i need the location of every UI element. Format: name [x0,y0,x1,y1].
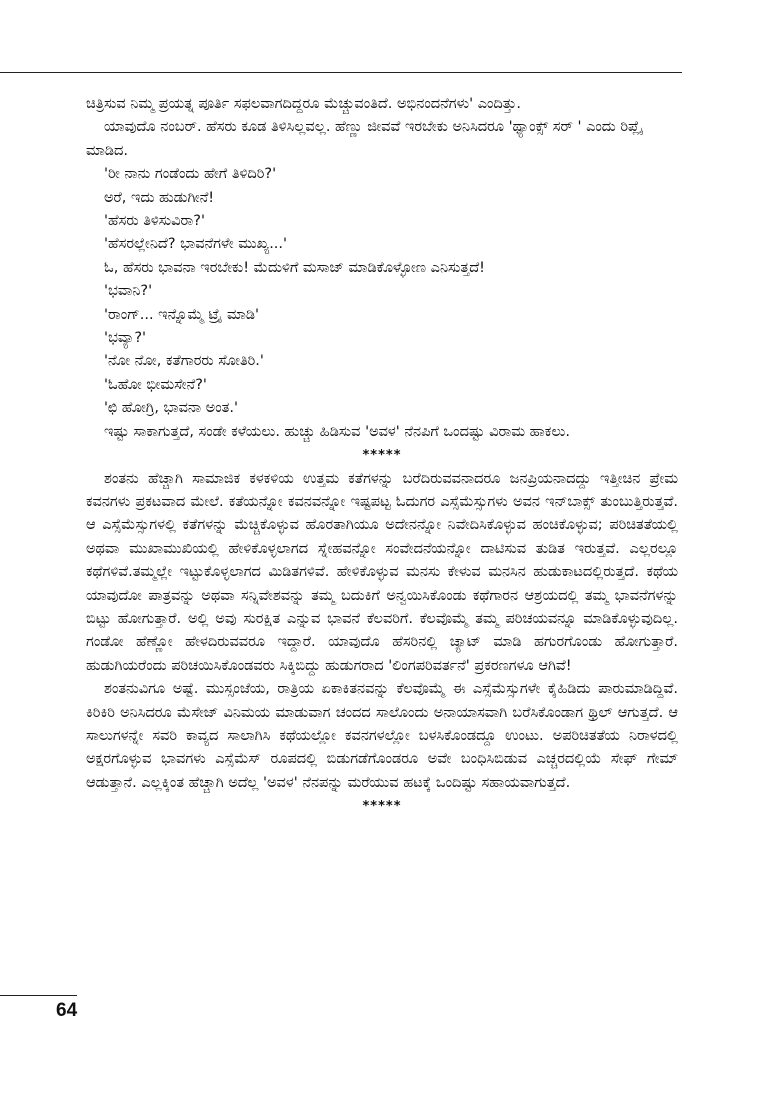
dialogue-line: 'ಓಹೋ ಭೀಮಸೇನೆ?' [104,376,207,393]
page-number: 64 [56,1000,78,1021]
section-divider: ***** [362,799,402,815]
dialogue-line: 'ರಾಂಗ್... ಇನ್ನೊಮ್ಮೆ ಟ್ರೈ ಮಾಡಿ' [104,306,259,323]
paragraph: ಶಂತನು ಹೆಚ್ಚಾಗಿ ಸಾಮಾಜಿಕ ಕಳಕಳಿಯ ಉತ್ತಮ ಕತೆಗಳನ್ನು ಬರೆದಿರುವವನಾದರೂ ಜನಪ್ರಿಯನಾದದ್ದು ಇತ್ತೀಚಿನ ಪ್ರೇಮ ಕವನಗಳು ಪ್ರಕಟವಾದ ಮೇಲೆ. ಕತೆಯನ್ನೋ ಕವನವನ್ನೋ ಇಷ್ಟಪಟ್ಟ ಓದುಗರ ಎಸ್ಸೆಮೆಸ್ಸುಗಳು ಅವನ ಇನ್‌ಬಾಕ್ಸ್ ತುಂಬುತ್ತಿರುತ್ತವೆ. ಆ ಎಸ್ಸೆಮೆಸ್ಸುಗಳಲ್ಲಿ ಕತೆಗಳನ್ನು ಮೆಚ್ಚಿಕೊಳ್ಳುವ ಹೊರತಾಗಿಯೂ ಅದೇನನ್ನೋ ನಿವೇದಿಸಿಕೊಳ್ಳುವ ಹಂಚಿಕೊಳ್ಳುವ; ಪರಿಚಿತತೆಯಲ್ಲಿ ಅಥವಾ ಮುಖಾಮುಖಿಯಲ್ಲಿ ಹೇಳಿಕೊಳ್ಳಲಾಗದ ಸ್ನೇಹವನ್ನೋ ಸಂವೇದನೆಯನ್ನೋ ದಾಟಿಸುವ ತುಡಿತ ಇರುತ್ತವೆ. ಎಲ್ಲರಲ್ಲೂ ಕಥೆಗಳಿವೆ.ತಮ್ಮಲ್ಲೇ ಇಟ್ಟುಕೊಳ್ಳಲಾಗದ ಮಿಡಿತಗಳಿವೆ. ಹೇಳಿಕೊಳ್ಳುವ ಮನಸು ಕೇಳುವ ಮನಸಿನ ಹುಡುಕಾಟದಲ್ಲಿರುತ್ತದೆ. ಕಥೆಯ ಯಾವುದೋ ಪಾತ್ರವನ್ನು ಅಥವಾ ಸನ್ನಿವೇಶವನ್ನು ತಮ್ಮ ಬದುಕಿಗೆ ಅನ್ವಯಿಸಿಕೊಂಡು ಕಥೆಗಾರನ ಆಶ್ರಯದಲ್ಲಿ ತಮ್ಮ ಭಾವನೆಗಳನ್ನು ಬಿಟ್ಟು ಹೋಗುತ್ತಾರೆ. ಅಲ್ಲಿ ಅವು ಸುರಕ್ಷಿತ ಎನ್ನುವ ಭಾವನೆ ಕೆಲವರಿಗೆ. ಕೆಲವೊಮ್ಮೆ ತಮ್ಮ ಪರಿಚಯವನ್ನೂ ಮಾಡಿಕೊಳ್ಳುವುದಿಲ್ಲ. ಗಂಡೋ ಹೆಣ್ಣೋ ಹೇಳದಿರುವವರೂ ಇದ್ದಾರೆ. ಯಾವುದೊ ಹೆಸರಿನಲ್ಲಿ ಚ್ಯಾಟ್ ಮಾಡಿ ಹಗುರಗೊಂಡು ಹೋಗುತ್ತಾರೆ. ಹುಡುಗಿಯರೆಂದು ಪರಿಚಯಿಸಿಕೊಂಡವರು ಸಿಕ್ಕಿಬಿದ್ದು ಹುಡುಗರಾದ 'ಲಿಂಗಪರಿವರ್ತನೆ' ಪ್ರಕರಣಗಳೂ ಆಗಿವೆ! [86,470,678,674]
dialogue-line: 'ನೋ ನೋ, ಕತೆಗಾರರು ಸೋತಿರಿ.' [104,353,264,370]
paragraph: ಯಾವುದೊ ನಂಬರ್. ಹೆಸರು ಕೂಡ ತಿಳಿಸಿಲ್ಲವಲ್ಲ. ಹೆಣ್ಣು ಜೀವವೆ ಇರಬೇಕು ಅನಿಸಿದರೂ 'ಥ್ಯಾಂಕ್ಸ್ ಸರ್ ' ಎಂದು ರಿಪ್ಲೈ ಮಾಡಿದ. [86,119,643,159]
dialogue-line: 'ಭವಾನಿ?' [104,283,153,300]
dialogue-line: 'ರೀ ನಾನು ಗಂಡೆಂದು ಹೇಗೆ ತಿಳಿದಿರಿ?' [104,166,277,183]
paragraph: ಇಷ್ಟು ಸಾಕಾಗುತ್ತದೆ, ಸಂಡೇ ಕಳೆಯಲು. ಹುಚ್ಚು ಹಿಡಿಸುವ 'ಅವಳ' ನೆನಪಿಗೆ ಒಂದಷ್ಟು ವಿರಾಮ ಹಾಕಲು. [104,423,570,440]
paragraph: ಚಿತ್ರಿಸುವ ನಿಮ್ಮ ಪ್ರಯತ್ನ ಪೂರ್ತಿ ಸಫಲವಾಗದಿದ್ದರೂ ಮೆಚ್ಚುವಂತಿದೆ. ಅಭಿನಂದನೆಗಳು' ಎಂದಿತ್ತು. [86,96,521,112]
dialogue-line: 'ಛಿ ಹೋಗ್ರಿ, ಭಾವನಾ ಅಂತ.' [104,400,238,417]
page-text [86,93,678,819]
top-rule [0,72,682,73]
paragraph: ಶಂತನುವಿಗೂ ಅಷ್ಟೆ. ಮುಸ್ಸಂಜೆಯ, ರಾತ್ರಿಯ ಏಕಾಕಿತನವನ್ನು ಕೆಲವೊಮ್ಮೆ ಈ ಎಸ್ಸೆಮೆಸ್ಸುಗಳೇ ಕೈಹಿಡಿದು ಪಾರುಮಾಡಿದ್ದಿವೆ. ಕಿರಿಕಿರಿ ಅನಿಸಿದರೂ ಮೆಸೇಜ್ ವಿನಿಮಯ ಮಾಡುವಾಗ ಚಂದದ ಸಾಲೊಂದು ಅನಾಯಾಸವಾಗಿ ಬರೆಸಿಕೊಂಡಾಗ ಥ್ರಿಲ್ ಆಗುತ್ತದೆ. ಆ ಸಾಲುಗಳನ್ನೇ ಸವರಿ ಕಾವ್ಯದ ಸಾಲಾಗಿಸಿ ಕಥೆಯಲ್ಲೋ ಕವನಗಳಲ್ಲೋ ಬಳಸಿಕೊಂಡದ್ದೂ ಉಂಟು. ಅಪರಿಚಿತತೆಯ ನಿರಾಳದಲ್ಲಿ ಅಕ್ಷರಗೊಳ್ಳುವ ಭಾವಗಳು ಎಸ್ಸೆಮೆಸ್ ರೂಪದಲ್ಲಿ ಬಿಡುಗಡೆಗೊಂಡರೂ ಅವೇ ಬಂಧಿಸಿಬಿಡುವ ಎಚ್ಚರದಲ್ಲಿಯೆ ಸೇಫ್ ಗೇಮ್ ಆಡುತ್ತಾನೆ. ಎಲ್ಲಕ್ಕಿಂತ ಹೆಚ್ಚಾಗಿ ಅದೆಲ್ಲ 'ಅವಳ' ನೆನಪನ್ನು ಮರೆಯುವ ಹಟಕ್ಕೆ ಒಂದಿಷ್ಟು ಸಹಾಯವಾಗುತ್ತದೆ. [86,681,679,791]
dialogue-line: ಅರೆ, ಇದು ಹುಡುಗೀನೆ! [104,189,215,206]
section-divider: ***** [362,448,402,464]
dialogue-line: 'ಹೆಸರಲ್ಲೇನಿದೆ? ಭಾವನೆಗಳೇ ಮುಖ್ಯ...' [104,236,288,253]
dialogue-line: 'ಭವ್ಯಾ?' [104,330,147,347]
dialogue-line: 'ಹೆಸರು ತಿಳಿಸುವಿರಾ?' [104,213,205,230]
footer-rule [0,995,77,996]
dialogue-line: ಓ, ಹೆಸರು ಭಾವನಾ ಇರಬೇಕು! ಮೆದುಳಿಗೆ ಮಸಾಜ್ ಮಾಡಿಕೊಳ್ಳೋಣ ಎನಿಸುತ್ತದೆ! [104,259,485,276]
